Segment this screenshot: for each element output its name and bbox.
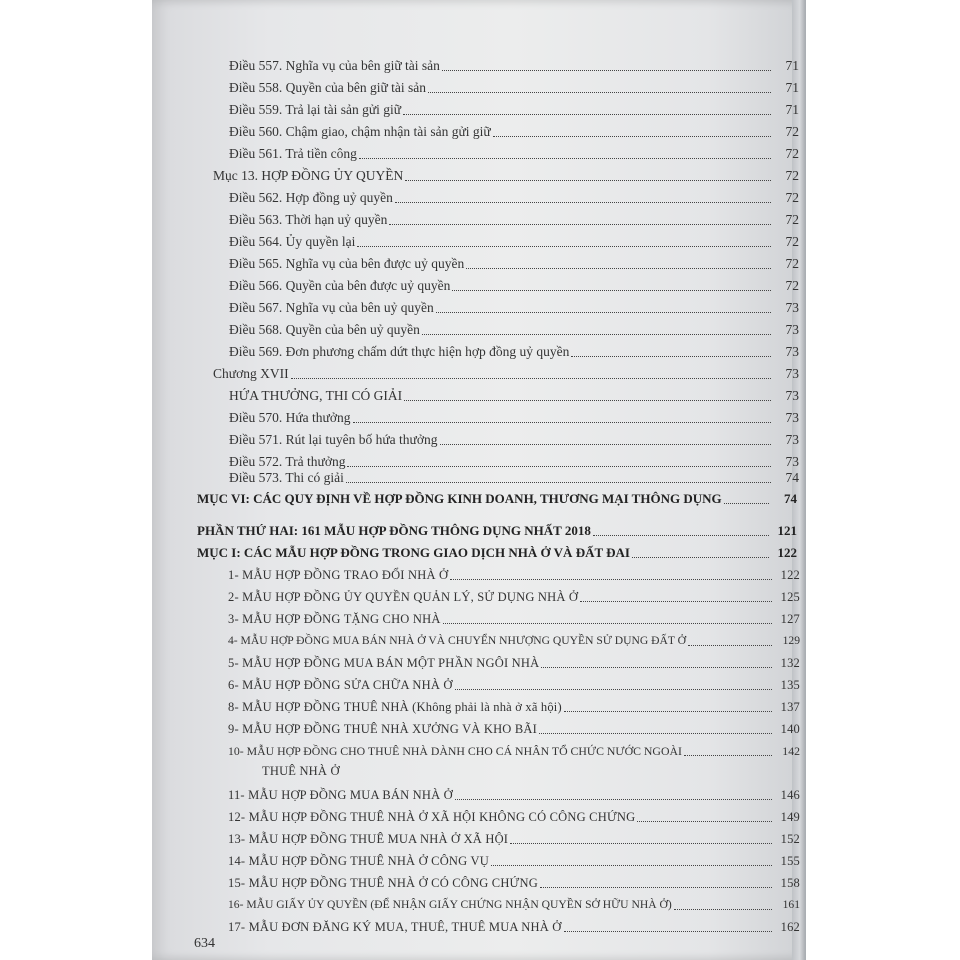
toc-entry-page: 127: [780, 612, 800, 626]
toc-entry-page: 72: [785, 190, 799, 205]
toc-entry-page: 71: [785, 58, 799, 73]
toc-entry-title: Chương XVII: [213, 366, 289, 381]
dot-leader: [428, 92, 771, 93]
dot-leader: [450, 579, 772, 580]
dot-leader: [688, 645, 772, 646]
dot-leader: [359, 158, 771, 159]
toc-entry: [229, 80, 799, 96]
toc-entry-title: 10- MẪU HỢP ĐỒNG CHO THUÊ NHÀ DÀNH CHO CÁ NHÂN TỔ CHỨC NƯỚC NGOÀI: [228, 744, 682, 758]
toc-entry: [229, 410, 799, 426]
toc-entry-page: 161: [782, 898, 800, 911]
dot-leader: [539, 733, 772, 734]
toc-entry: [228, 699, 800, 715]
toc-entry: [228, 655, 800, 671]
toc-entry-page: 140: [780, 722, 800, 736]
toc-entry-title: Điều 564. Ủy quyền lại: [229, 234, 356, 249]
toc-part-entry: [197, 523, 797, 539]
toc-entry-page: 142: [782, 744, 800, 758]
toc-entry-page: 73: [785, 366, 799, 381]
toc-entry-title: 5- MẪU HỢP ĐỒNG MUA BÁN MỘT PHẦN NGÔI NHÀ: [228, 656, 540, 670]
toc-entry: [229, 234, 799, 250]
toc-entry-page: 72: [785, 168, 799, 183]
toc-entry-page: 132: [780, 656, 800, 670]
dot-leader: [510, 843, 772, 844]
toc-entry-title: Điều 567. Nghĩa vụ của bên uỷ quyền: [229, 300, 434, 315]
toc-entry-title: HỨA THƯỞNG, THI CÓ GIẢI: [229, 388, 403, 403]
toc-entry-page: 125: [780, 590, 800, 604]
toc-entry: [229, 212, 799, 228]
toc-entry-page: 71: [785, 102, 799, 117]
toc-entry-page: 121: [777, 523, 797, 538]
toc-entry-title: 3- MẪU HỢP ĐỒNG TẶNG CHO NHÀ: [228, 612, 441, 626]
toc-section-entry: [213, 168, 799, 184]
toc-entry-title: MỤC I: CÁC MẪU HỢP ĐỒNG TRONG GIAO DỊCH NHÀ Ở VÀ ĐẤT ĐAI: [197, 545, 630, 560]
dot-leader: [357, 246, 771, 247]
toc-entry: [229, 300, 799, 316]
dot-leader: [347, 466, 771, 467]
toc-entry-title: Điều 568. Quyền của bên uỷ quyền: [229, 322, 420, 337]
dot-leader: [684, 755, 772, 756]
dot-leader: [632, 557, 769, 558]
toc-entry-page: 155: [780, 854, 800, 868]
dot-leader: [491, 865, 772, 866]
dot-leader: [564, 931, 772, 932]
toc-entry-title: Điều 558. Quyền của bên giữ tài sản: [229, 80, 427, 95]
toc-entry-page: 158: [780, 876, 800, 890]
toc-entry-page: 73: [785, 388, 799, 403]
toc-entry-title: 2- MẪU HỢP ĐỒNG ỦY QUYỀN QUẢN LÝ, SỬ DỤNG NHÀ Ở: [228, 590, 579, 604]
toc-chapter-title-entry: [229, 388, 799, 404]
toc-entry: [228, 611, 800, 627]
toc-entry: [228, 919, 800, 935]
toc-entry-title: Điều 563. Thời hạn uỷ quyền: [229, 212, 388, 227]
dot-leader: [466, 268, 771, 269]
toc-entry-title: Điều 569. Đơn phương chấm dứt thực hiện hợp đồng uỷ quyền: [229, 344, 570, 359]
toc-entry: [228, 633, 800, 649]
dot-leader: [403, 114, 771, 115]
toc-entry-page: 152: [780, 832, 800, 846]
toc-entry-title: 8- MẪU HỢP ĐỒNG THUÊ NHÀ (Không phải là nhà ở xã hội): [228, 700, 562, 714]
toc-entry-title: 9- MẪU HỢP ĐỒNG THUÊ NHÀ XƯỞNG VÀ KHO BÃI: [228, 722, 537, 736]
toc-entry-page: 73: [785, 454, 799, 469]
dot-leader: [724, 503, 769, 504]
toc-entry-page: 129: [782, 634, 800, 647]
toc-entry: [228, 853, 800, 869]
toc-entry-page: 149: [780, 810, 800, 824]
toc-entry-page: 72: [785, 278, 799, 293]
toc-entry-title: 15- MẪU HỢP ĐỒNG THUÊ NHÀ Ở CÓ CÔNG CHỨNG: [228, 876, 538, 890]
dot-leader: [436, 312, 771, 313]
toc-entry-continuation: THUÊ NHÀ Ở: [262, 764, 340, 778]
toc-entry-title: Điều 566. Quyền của bên được uỷ quyền: [229, 278, 451, 293]
dot-leader: [580, 601, 772, 602]
toc-entry: [228, 743, 800, 759]
toc-entry: [228, 677, 800, 693]
dot-leader: [440, 444, 772, 445]
toc-entry-title: Điều 572. Trả thưởng: [229, 454, 346, 469]
toc-entry-title: Mục 13. HỢP ĐỒNG ỦY QUYỀN: [213, 168, 404, 183]
dot-leader: [455, 799, 772, 800]
toc-entry-title: Điều 571. Rút lại tuyên bố hứa thưởng: [229, 432, 438, 447]
toc-entry: [228, 809, 800, 825]
toc-entry: [228, 875, 800, 891]
dot-leader: [443, 623, 772, 624]
dot-leader: [452, 290, 771, 291]
toc-chapter-entry: [213, 366, 799, 382]
toc-entry-title: Điều 573. Thi có giải: [229, 470, 344, 485]
toc-entry: [228, 721, 800, 737]
dot-leader: [455, 689, 772, 690]
toc-entry-title: Điều 557. Nghĩa vụ của bên giữ tài sản: [229, 58, 440, 73]
dot-leader: [564, 711, 772, 712]
toc-entry-page: 73: [785, 344, 799, 359]
toc-entry-title: Điều 560. Chậm giao, chậm nhận tài sản gửi giữ: [229, 124, 491, 139]
toc-entry: [228, 787, 800, 803]
toc-entry: [229, 124, 799, 140]
dot-leader: [422, 334, 771, 335]
toc-entry-title: Điều 559. Trả lại tài sản gửi giữ: [229, 102, 402, 117]
toc-entry-title: 6- MẪU HỢP ĐỒNG SỬA CHỮA NHÀ Ở: [228, 678, 453, 692]
toc-entry-page: 74: [785, 470, 799, 485]
toc-entry: [228, 567, 800, 583]
toc-entry-page: 73: [785, 410, 799, 425]
toc-part-entry: [197, 491, 797, 507]
toc-entry-title: Điều 570. Hứa thưởng: [229, 410, 351, 425]
toc-entry-title: 16- MẪU GIẤY ỦY QUYỀN (ĐỂ NHẬN GIẤY CHỨNG NHẬN QUYỀN SỞ HỮU NHÀ Ở): [228, 898, 672, 911]
dot-leader: [442, 70, 771, 71]
dot-leader: [389, 224, 771, 225]
page-number: 634: [194, 936, 215, 951]
toc-entry-title: 1- MẪU HỢP ĐỒNG TRAO ĐỔI NHÀ Ở: [228, 568, 449, 582]
toc-entry: [229, 256, 799, 272]
toc-entry-page: 72: [785, 124, 799, 139]
toc-entry: [229, 278, 799, 294]
toc-entry-page: 146: [780, 788, 800, 802]
toc-entry-page: 135: [780, 678, 800, 692]
dot-leader: [346, 482, 771, 483]
toc-entry: [229, 58, 799, 74]
toc-entry: [229, 470, 799, 486]
dot-leader: [571, 356, 771, 357]
dot-leader: [404, 400, 771, 401]
toc-entry-page: 72: [785, 234, 799, 249]
toc-entry-page: 74: [784, 491, 797, 506]
dot-leader: [493, 136, 771, 137]
toc-entry-title: 12- MẪU HỢP ĐỒNG THUÊ NHÀ Ở XÃ HỘI KHÔNG CÓ CÔNG CHỨNG: [228, 810, 636, 824]
dot-leader: [674, 909, 772, 910]
toc-entry: [229, 432, 799, 448]
dot-leader: [353, 422, 771, 423]
toc-entry-page: 73: [785, 432, 799, 447]
toc-entry: [229, 322, 799, 338]
toc-entry: [228, 831, 800, 847]
toc-entry: [229, 102, 799, 118]
toc-entry-title: MỤC VI: CÁC QUY ĐỊNH VỀ HỢP ĐỒNG KINH DOANH, THƯƠNG MẠI THÔNG DỤNG: [197, 491, 722, 506]
dot-leader: [405, 180, 771, 181]
toc-entry-page: 122: [780, 568, 800, 582]
dot-leader: [593, 535, 769, 536]
toc-entry-title: 4- MẪU HỢP ĐỒNG MUA BÁN NHÀ Ở VÀ CHUYỂN NHƯỢNG QUYỀN SỬ DỤNG ĐẤT Ở: [228, 634, 687, 647]
dot-leader: [395, 202, 771, 203]
toc-entry: [228, 589, 800, 605]
toc-entry: [228, 897, 800, 913]
toc-entry-title: Điều 565. Nghĩa vụ của bên được uỷ quyền: [229, 256, 465, 271]
toc-entry-title: 17- MẪU ĐƠN ĐĂNG KÝ MUA, THUÊ, THUÊ MUA NHÀ Ở: [228, 920, 562, 934]
toc-entry-page: 162: [780, 920, 800, 934]
dot-leader: [291, 378, 771, 379]
toc-entry: [229, 190, 799, 206]
toc-entry-page: 122: [777, 545, 797, 560]
toc-entry-title: 13- MẪU HỢP ĐỒNG THUÊ MUA NHÀ Ở XÃ HỘI: [228, 832, 509, 846]
toc-entry: [229, 146, 799, 162]
toc-entry: [229, 454, 799, 470]
toc-entry-page: 137: [780, 700, 800, 714]
toc-entry-page: 73: [785, 322, 799, 337]
toc-entry-title: Điều 561. Trả tiền công: [229, 146, 357, 161]
toc-entry-page: 73: [785, 300, 799, 315]
toc-entry-title: PHẦN THỨ HAI: 161 MẪU HỢP ĐỒNG THÔNG DỤNG NHẤT 2018: [197, 523, 591, 538]
toc-entry-title: 14- MẪU HỢP ĐỒNG THUÊ NHÀ Ở CÔNG VỤ: [228, 854, 489, 868]
toc-part-entry: [197, 545, 797, 561]
toc-entry-page: 72: [785, 256, 799, 271]
toc-entry-page: 72: [785, 146, 799, 161]
toc-entry: [229, 344, 799, 360]
dot-leader: [637, 821, 772, 822]
toc-entry-title: 11- MẪU HỢP ĐỒNG MUA BÁN NHÀ Ở: [228, 788, 453, 802]
dot-leader: [540, 887, 772, 888]
toc-entry-title: Điều 562. Hợp đồng uỷ quyền: [229, 190, 393, 205]
dot-leader: [541, 667, 772, 668]
toc-entry-page: 71: [785, 80, 799, 95]
toc-entry-page: 72: [785, 212, 799, 227]
